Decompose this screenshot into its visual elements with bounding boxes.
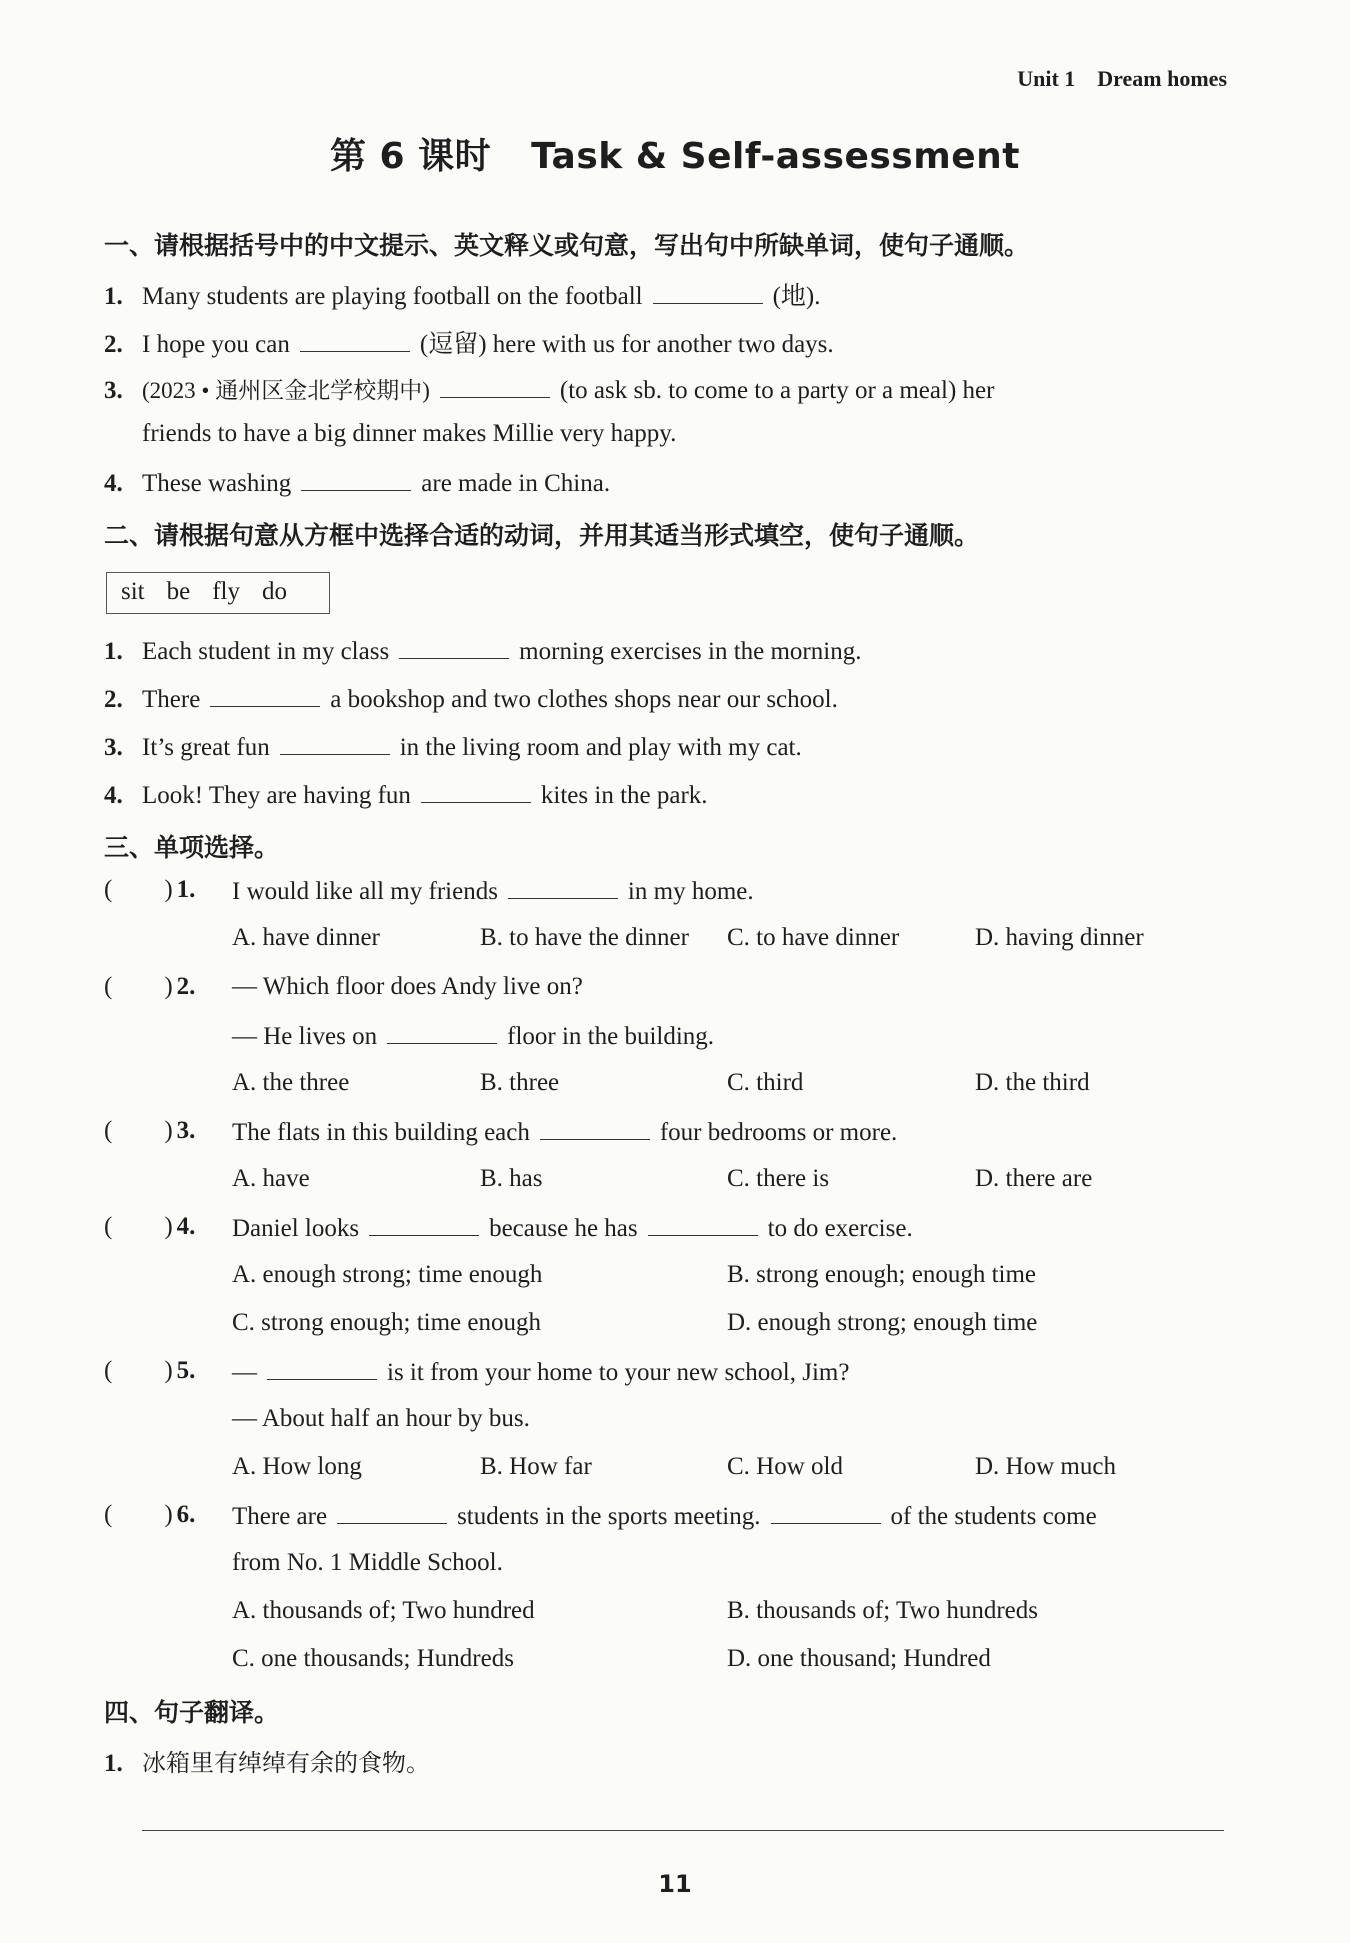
header-unit: Unit 1 xyxy=(1017,66,1076,91)
q5-stem-line1: — is it from your home to your new school, Jim? xyxy=(232,1359,850,1386)
q5-option-b[interactable]: B. How far xyxy=(480,1453,592,1480)
page-title xyxy=(0,128,1350,179)
q2-option-c[interactable]: C. third xyxy=(727,1069,804,1096)
q5-option-d[interactable]: D. How much xyxy=(975,1453,1116,1480)
page-number: 11 xyxy=(658,1870,692,1898)
section4-heading: 四、句子翻译。 xyxy=(104,1698,280,1727)
section1-item-3-cont: friends to have a big dinner makes Millie very happy. xyxy=(142,420,677,447)
answer-bracket[interactable]: ( ) 3. xyxy=(104,1117,196,1144)
q2-stem-line2: — He lives on floor in the building. xyxy=(232,1023,715,1050)
q5-stem-line2: — About half an hour by bus. xyxy=(232,1405,530,1432)
section2-item-4: 4. Look! They are having fun kites in the park. xyxy=(104,782,708,809)
answer-blank[interactable] xyxy=(300,329,410,352)
word-option: fly xyxy=(212,578,241,605)
q3-option-b[interactable]: B. has xyxy=(480,1165,543,1192)
q6-stem-line1: There are students in the sports meeting. of the students come xyxy=(232,1503,1097,1530)
section1-item-1: 1. Many students are playing football on the football (地). xyxy=(104,283,821,310)
answer-blank[interactable] xyxy=(421,780,531,803)
answer-bracket[interactable]: ( ) 5. xyxy=(104,1357,196,1384)
running-header xyxy=(1017,66,1227,92)
answer-blank[interactable] xyxy=(440,375,550,398)
section1-item-3: 3. (2023 • 通州区金北学校期中) (to ask sb. to come to a party or a meal) her xyxy=(104,377,995,404)
title-name: Task & Self-assessment xyxy=(531,136,1020,177)
answer-bracket[interactable]: ( ) 1. xyxy=(104,876,196,903)
q1-option-d[interactable]: D. having dinner xyxy=(975,924,1144,951)
section1-heading: 一、请根据括号中的中文提示、英文释义或句意，写出句中所缺单词，使句子通顺。 xyxy=(104,231,1030,260)
section3-heading: 三、单项选择。 xyxy=(104,833,280,862)
answer-blank[interactable] xyxy=(301,468,411,491)
section2-item-2: 2. There a bookshop and two clothes shops near our school. xyxy=(104,686,838,713)
q6-option-b[interactable]: B. thousands of; Two hundreds xyxy=(727,1597,1038,1624)
q5-option-c[interactable]: C. How old xyxy=(727,1453,843,1480)
q6-option-c[interactable]: C. one thousands; Hundreds xyxy=(232,1645,514,1672)
answer-blank[interactable] xyxy=(337,1501,447,1524)
q6-option-d[interactable]: D. one thousand; Hundred xyxy=(727,1645,991,1672)
answer-bracket[interactable]: ( ) 6. xyxy=(104,1501,196,1528)
section1-item-4: 4. These washing are made in China. xyxy=(104,470,611,497)
answer-bracket[interactable]: ( ) 2. xyxy=(104,973,196,1000)
word-option: sit xyxy=(121,578,145,605)
answer-blank[interactable] xyxy=(267,1357,377,1380)
section4-item-1: 1. 冰箱里有绰绰有余的食物。 xyxy=(104,1749,430,1777)
q4-option-b[interactable]: B. strong enough; enough time xyxy=(727,1261,1036,1288)
q2-option-b[interactable]: B. three xyxy=(480,1069,560,1096)
q2-option-a[interactable]: A. the three xyxy=(232,1069,350,1096)
section2-heading: 二、请根据句意从方框中选择合适的动词，并用其适当形式填空，使句子通顺。 xyxy=(104,521,980,550)
q6-option-a[interactable]: A. thousands of; Two hundred xyxy=(232,1597,535,1624)
answer-blank[interactable] xyxy=(369,1213,479,1236)
answer-blank[interactable] xyxy=(771,1501,881,1524)
q4-stem: Daniel looks because he has to do exercise. xyxy=(232,1215,913,1242)
word-box xyxy=(106,572,330,614)
q1-option-c[interactable]: C. to have dinner xyxy=(727,924,900,951)
q4-option-c[interactable]: C. strong enough; time enough xyxy=(232,1309,541,1336)
title-lesson: 第 6 课时 xyxy=(329,136,492,177)
answer-blank[interactable] xyxy=(540,1117,650,1140)
section2-item-1: 1. Each student in my class morning exercises in the morning. xyxy=(104,638,862,665)
answer-blank[interactable] xyxy=(648,1213,758,1236)
word-option: do xyxy=(262,578,288,605)
answer-blank[interactable] xyxy=(508,876,618,899)
q2-option-d[interactable]: D. the third xyxy=(975,1069,1090,1096)
answer-blank[interactable] xyxy=(387,1021,497,1044)
answer-blank[interactable] xyxy=(399,636,509,659)
answer-blank[interactable] xyxy=(210,684,320,707)
q3-option-a[interactable]: A. have xyxy=(232,1165,310,1192)
answer-blank[interactable] xyxy=(280,732,390,755)
answer-blank[interactable] xyxy=(653,281,763,304)
q4-option-d[interactable]: D. enough strong; enough time xyxy=(727,1309,1038,1336)
q1-stem: I would like all my friends in my home. xyxy=(232,878,754,905)
q3-option-c[interactable]: C. there is xyxy=(727,1165,830,1192)
answer-bracket[interactable]: ( ) 4. xyxy=(104,1213,196,1240)
q1-option-b[interactable]: B. to have the dinner xyxy=(480,924,689,951)
q6-stem-line2: from No. 1 Middle School. xyxy=(232,1549,503,1576)
q5-option-a[interactable]: A. How long xyxy=(232,1453,362,1480)
header-topic: Dream homes xyxy=(1097,66,1227,91)
q3-stem: The flats in this building each four bedrooms or more. xyxy=(232,1119,898,1146)
translation-answer-line[interactable] xyxy=(142,1830,1224,1831)
section2-item-3: 3. It’s great fun in the living room and play with my cat. xyxy=(104,734,802,761)
section1-item-2: 2. I hope you can (逗留) here with us for another two days. xyxy=(104,331,834,358)
q3-option-d[interactable]: D. there are xyxy=(975,1165,1093,1192)
q2-stem-line1: — Which floor does Andy live on? xyxy=(232,973,583,1000)
q1-option-a[interactable]: A. have dinner xyxy=(232,924,380,951)
q4-option-a[interactable]: A. enough strong; time enough xyxy=(232,1261,543,1288)
word-option: be xyxy=(166,578,191,605)
